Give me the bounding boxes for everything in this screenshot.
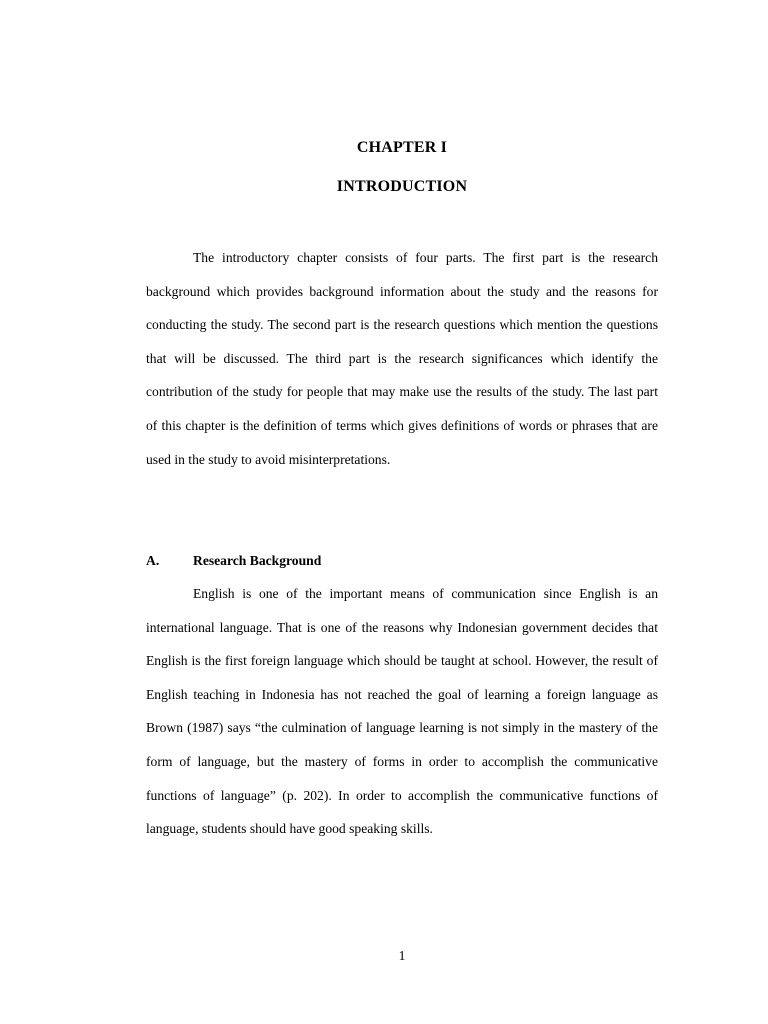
research-background-paragraph — [146, 577, 658, 846]
section-heading — [146, 551, 321, 571]
intro-paragraph-text: The introductory chapter consists of four parts. The first part is the research background which provides background information about the study and the reasons for conducting the study. The second part is the research questions which mention the questions that will be discussed. The third part is the research significances which identify the contribution of the study for people that may make use the results of the study. The last part of this chapter is the definition of terms which gives definitions of words or phrases that are used in the study to avoid misinterpretations. — [146, 250, 658, 467]
page-number: 1 — [398, 948, 406, 963]
intro-paragraph — [146, 241, 658, 476]
research-background-text: English is one of the important means of communication since English is an international language. That is one of the reasons why Indonesian government decides that English is the first foreign language which should be taught at school. However, the result of English teaching in Indonesia has not reached the goal of learning a foreign language as Brown (1987) says “the culmination of language learning is not simply in the mastery of the form of language, but the mastery of forms in order to accomplish the communicative functions of language” (p. 202). In order to accomplish the communicative functions of language, students should have good speaking skills. — [146, 586, 658, 837]
section-letter: A. — [146, 553, 160, 568]
chapter-number: CHAPTER I — [356, 139, 448, 156]
chapter-title: INTRODUCTION — [336, 178, 468, 195]
section-heading-text: Research Background — [193, 553, 322, 568]
